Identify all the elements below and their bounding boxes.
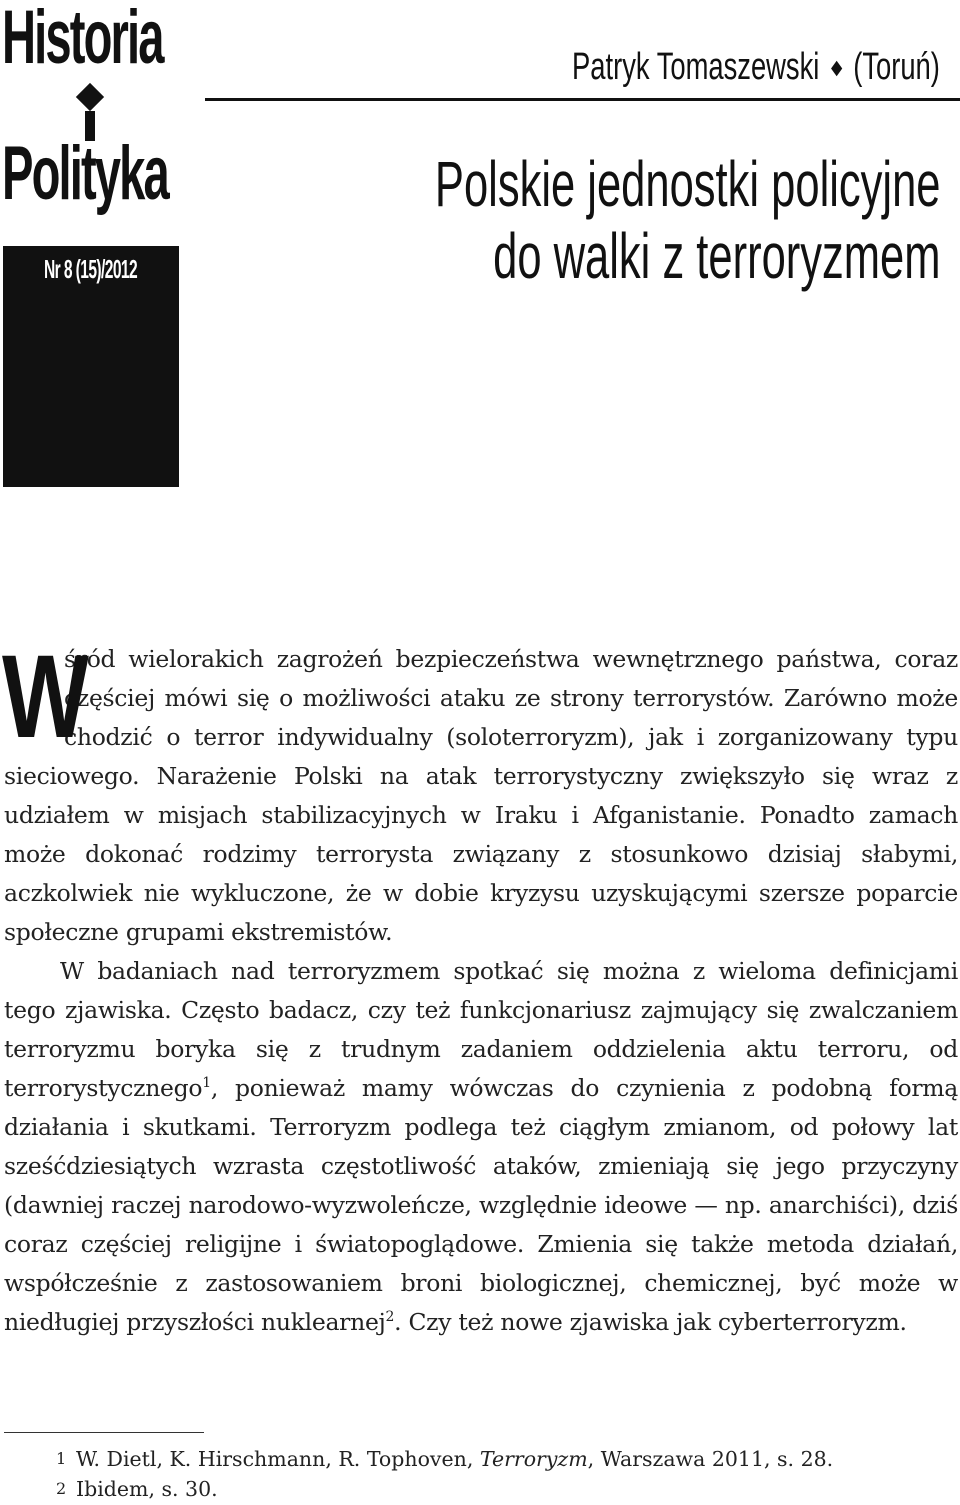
issue-number: Nr 8 (15)/2012 bbox=[44, 254, 138, 284]
masthead-polityka: Polityka bbox=[2, 131, 168, 216]
author-name: Patryk Tomaszewski bbox=[572, 46, 820, 88]
author-line bbox=[572, 46, 940, 89]
paragraph-2-text-c: . Czy też nowe zjawiska jak cyberterroryzm. bbox=[394, 1308, 907, 1336]
paragraph-2-text-a: W badaniach nad terroryzmem spotkać się można z wieloma definicjami tego zjawiska. Często badacz, czy też funkcjonariusz zajmujący się zwalczaniem terroryzmu boryka się z trudnym zadaniem oddzielenia aktu terroru, od terrorystycznego bbox=[4, 957, 958, 1102]
footnote-title: Terroryzm bbox=[479, 1447, 588, 1471]
footnote-rule bbox=[4, 1432, 204, 1433]
footnote-1 bbox=[4, 1444, 954, 1474]
footnote-ref-1[interactable]: 1 bbox=[202, 1075, 211, 1091]
footnote-number: 2 bbox=[56, 1479, 67, 1498]
footnote-2 bbox=[4, 1474, 954, 1504]
drop-cap: W bbox=[2, 631, 89, 763]
paragraph-2-text-b: , ponieważ mamy wówczas do czynienia z podobną formą działania i skutkami. Terroryzm podlega też ciągłym zmianom, od połowy lat sześćdziesiątych wzrasta częstotliwość ataków, zmieniają się jego przyczyny (dawniej raczej narodowo-wyzwoleńcze, względnie ideowe — np. anarchiści), dziś coraz częściej religijne i światopoglądowe. Zmienia się także metoda działań, współcześnie z zastosowaniem broni biologicznej, chemicznej, być może w niedługiej przyszłości nuklearnej bbox=[4, 1074, 958, 1336]
article-title bbox=[434, 148, 940, 292]
paragraph-1 bbox=[2, 631, 958, 952]
footnote-place: , Warszawa 2011, s. 28. bbox=[587, 1447, 834, 1471]
footnotes bbox=[4, 1444, 954, 1504]
footnote-number: 1 bbox=[56, 1449, 67, 1468]
header-rule bbox=[205, 98, 960, 101]
article-title-line2: do walki z terroryzmem bbox=[492, 220, 940, 292]
masthead-diamond-icon bbox=[76, 83, 104, 111]
footnote-authors: W. Dietl, K. Hirschmann, R. Tophoven, bbox=[76, 1447, 480, 1471]
article-title-line1: Polskie jednostki policyjne bbox=[434, 148, 940, 220]
diamond-separator-icon bbox=[831, 61, 842, 77]
masthead-historia: Historia bbox=[2, 0, 163, 80]
footnote-text: Ibidem, s. 30. bbox=[76, 1477, 218, 1501]
footnote-ref-2[interactable]: 2 bbox=[385, 1309, 395, 1325]
footnote-text bbox=[76, 1444, 833, 1474]
article-body bbox=[2, 631, 958, 1342]
paragraph-1-text: śród wielorakich zagrożeń bezpieczeństwa wewnętrznego państwa, coraz częściej mówi się o możliwości ataku ze strony terrorystów. Zarówno może chodzić o terror indywidualny (soloterroryzm), jak i zorganizowany typu sieciowego. Narażenie Polski na atak terrorystyczny zwiększyło się wraz z udziałem w misjach stabilizacyjnych w Iraku i Afganistanie. Ponadto zamach może dokonać rodzimy terrorysta związany z stosunkowo dzisiaj słabymi, aczkolwiek nie wykluczone, że w dobie kryzysu uzyskującymi szersze poparcie społeczne grupami ekstremistów. bbox=[4, 645, 958, 946]
author-affiliation: (Toruń) bbox=[853, 46, 940, 88]
paragraph-2 bbox=[4, 952, 958, 1342]
